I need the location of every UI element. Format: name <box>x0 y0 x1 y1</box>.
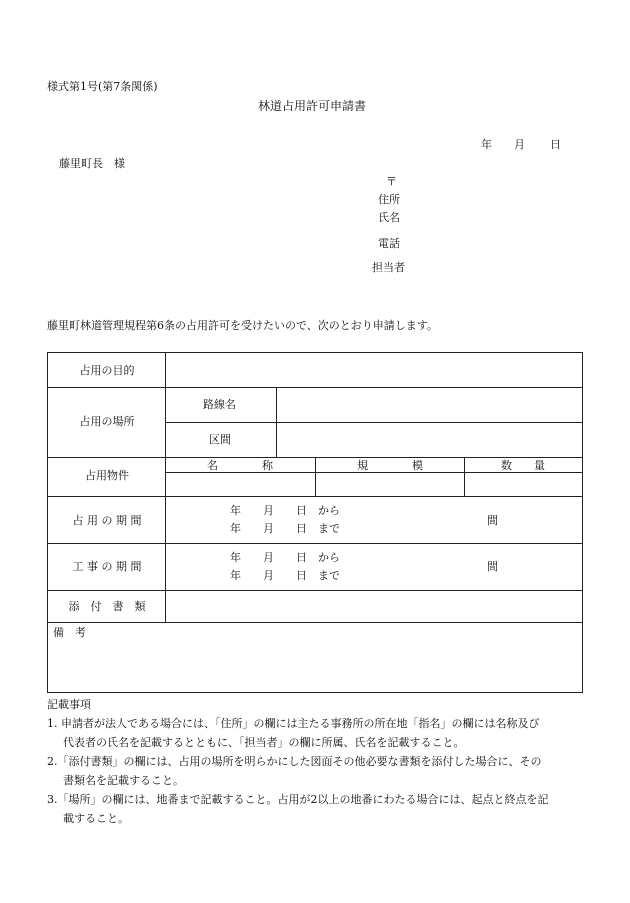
col-scale-header: 規 模 <box>357 459 423 472</box>
intro-text: 藤里町林道管理規程第6条の占用許可を受けたいので、次のとおり申請します。 <box>47 319 438 332</box>
construction-period-to: 年 月 日 まで <box>230 569 340 582</box>
address-label: 住所 <box>378 193 400 206</box>
attachments-label: 添 付 書 類 <box>68 600 146 613</box>
object-scale-field[interactable] <box>316 473 463 495</box>
addressee: 藤里町長 様 <box>59 157 125 170</box>
object-quantity-field[interactable] <box>465 473 581 495</box>
note-line: 載すること。 <box>63 812 129 825</box>
objects-label: 占用物件 <box>85 469 129 482</box>
name-label: 氏名 <box>378 211 400 224</box>
application-table <box>47 352 583 693</box>
col-quantity-header: 数 量 <box>501 459 545 472</box>
section-field[interactable] <box>277 423 581 456</box>
contact-label: 担当者 <box>372 261 405 274</box>
date-month-label: 月 <box>514 138 525 151</box>
purpose-field[interactable] <box>166 354 581 386</box>
construction-period-from: 年 月 日 から <box>230 551 340 564</box>
route-name-label: 路線名 <box>203 398 236 411</box>
note-line: 2.「添付書類」の欄には、占用の場所を明らかにした図面その他必要な書類を添付した場合に、その <box>47 755 542 768</box>
remarks-field[interactable] <box>49 641 581 691</box>
occupancy-period-duration: 間 <box>487 514 498 527</box>
object-name-field[interactable] <box>166 473 314 495</box>
page-title: 林道占用許可申請書 <box>258 99 367 113</box>
purpose-label: 占用の目的 <box>79 364 135 377</box>
occupancy-period-label: 占 用 の 期 間 <box>72 514 142 527</box>
note-line: 1. 申請者が法人である場合には、「住所」の欄には主たる事務所の所在地「指名」の欄には名称及び <box>47 717 540 730</box>
postal-mark: 〒 <box>386 175 397 188</box>
occupancy-period-to: 年 月 日 まで <box>230 522 340 535</box>
location-label: 占用の場所 <box>79 415 135 428</box>
construction-period-label: 工 事 の 期 間 <box>72 560 142 573</box>
form-number: 様式第1号(第7条関係) <box>47 80 158 93</box>
section-label: 区間 <box>209 433 231 446</box>
date-day-label: 日 <box>550 138 561 151</box>
route-name-field[interactable] <box>277 388 581 421</box>
note-line: 3.「場所」の欄には、地番まで記載すること。占用が2以上の地番にわたる場合には、起点と終点を記 <box>47 793 549 806</box>
date-year-label: 年 <box>481 138 492 151</box>
remarks-label: 備 考 <box>53 626 86 639</box>
notes-heading: 記載事項 <box>47 698 91 711</box>
note-line: 代表者の氏名を記載するとともに、「担当者」の欄に所属、氏名を記載すること。 <box>63 736 465 749</box>
attachments-field[interactable] <box>166 591 581 621</box>
note-line: 書類名を記載すること。 <box>63 774 184 787</box>
phone-label: 電話 <box>378 237 400 250</box>
col-name-header: 名 称 <box>207 459 273 472</box>
construction-period-duration: 間 <box>487 560 498 573</box>
occupancy-period-from: 年 月 日 から <box>230 504 340 517</box>
